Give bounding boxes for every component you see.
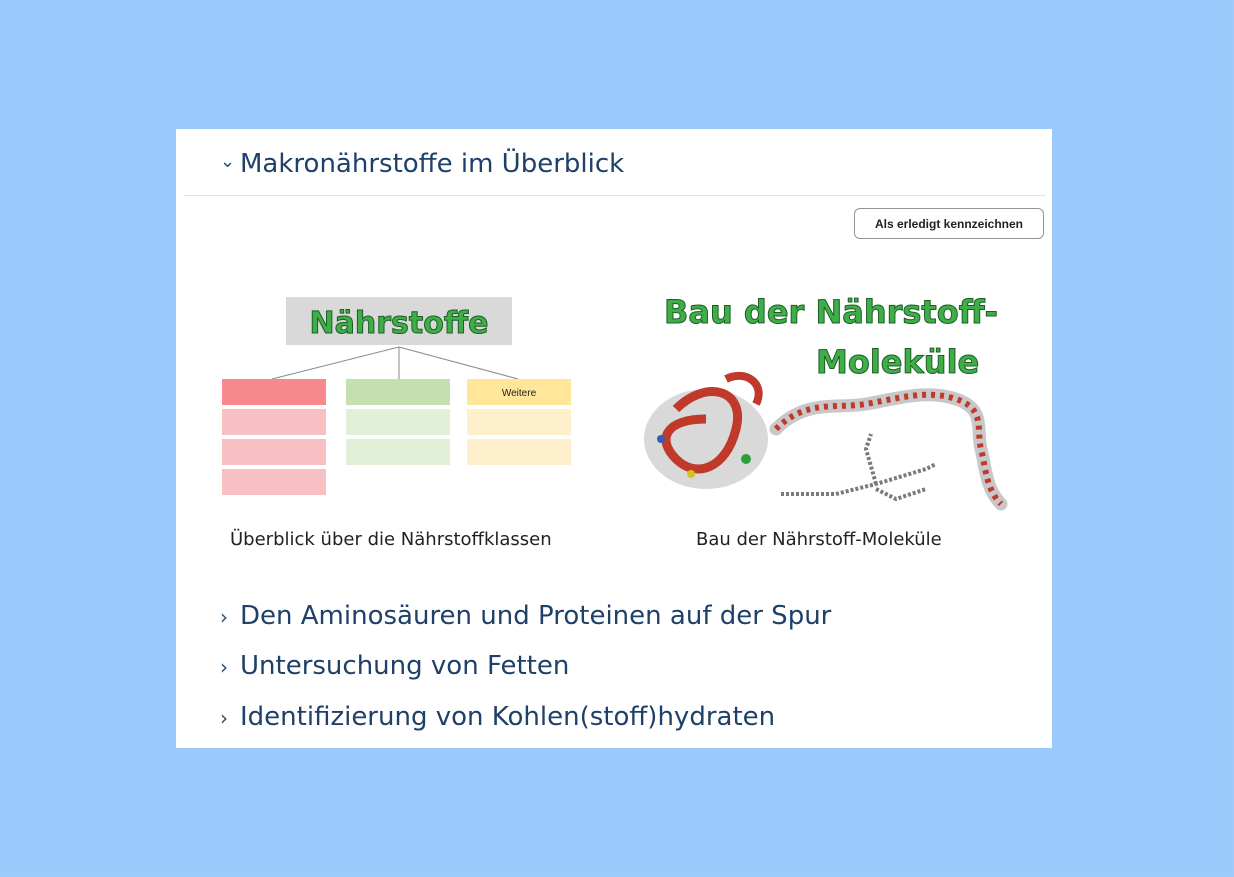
molecule-caption[interactable]: Bau der Nährstoff-Moleküle xyxy=(696,529,942,550)
red-header-box xyxy=(222,379,326,405)
green-header-box xyxy=(346,379,450,405)
nutrient-overview-image[interactable] xyxy=(218,289,578,499)
overview-caption[interactable]: Überblick über die Nährstoffklassen xyxy=(230,529,552,550)
lipid-chain xyxy=(781,464,936,494)
yellow-box-2 xyxy=(467,439,571,465)
green-box-1 xyxy=(346,409,450,435)
section-amino-acids[interactable] xyxy=(220,601,831,631)
section-title[interactable]: Makronährstoffe im Überblick xyxy=(240,149,625,179)
red-box-1 xyxy=(222,409,326,435)
section-label[interactable]: Den Aminosäuren und Proteinen auf der Spur xyxy=(240,601,832,631)
content-panel xyxy=(176,129,1052,748)
nutrient-overview-graphic xyxy=(218,289,578,499)
section-fats[interactable] xyxy=(220,651,569,681)
chevron-right-icon[interactable]: › xyxy=(220,655,228,679)
section-label[interactable]: Identifizierung von Kohlen(stoff)hydraten xyxy=(240,702,776,732)
divider xyxy=(184,195,1046,196)
section-label[interactable]: Untersuchung von Fetten xyxy=(240,651,570,681)
yellow-box-1 xyxy=(467,409,571,435)
image-title: Nährstoffe xyxy=(309,306,489,341)
molecule-title-line2: Moleküle xyxy=(816,343,980,381)
green-box-2 xyxy=(346,439,450,465)
molecule-graphic xyxy=(636,289,1016,519)
molecule-structure-image[interactable] xyxy=(636,289,1016,519)
chevron-down-icon[interactable]: ⌄ xyxy=(220,151,236,172)
protein-molecule xyxy=(644,376,768,489)
red-box-3 xyxy=(222,469,326,495)
mark-as-done-button[interactable]: Als erledigt kennzeichnen xyxy=(854,208,1044,239)
weitere-label: Weitere xyxy=(501,388,537,399)
molecule-title-line1: Bau der Nährstoff- xyxy=(664,293,998,331)
section-carbohydrates[interactable] xyxy=(220,702,775,732)
red-box-2 xyxy=(222,439,326,465)
chevron-right-icon[interactable]: › xyxy=(220,605,228,629)
section-header[interactable] xyxy=(176,129,1052,195)
chevron-right-icon[interactable]: › xyxy=(220,706,228,730)
